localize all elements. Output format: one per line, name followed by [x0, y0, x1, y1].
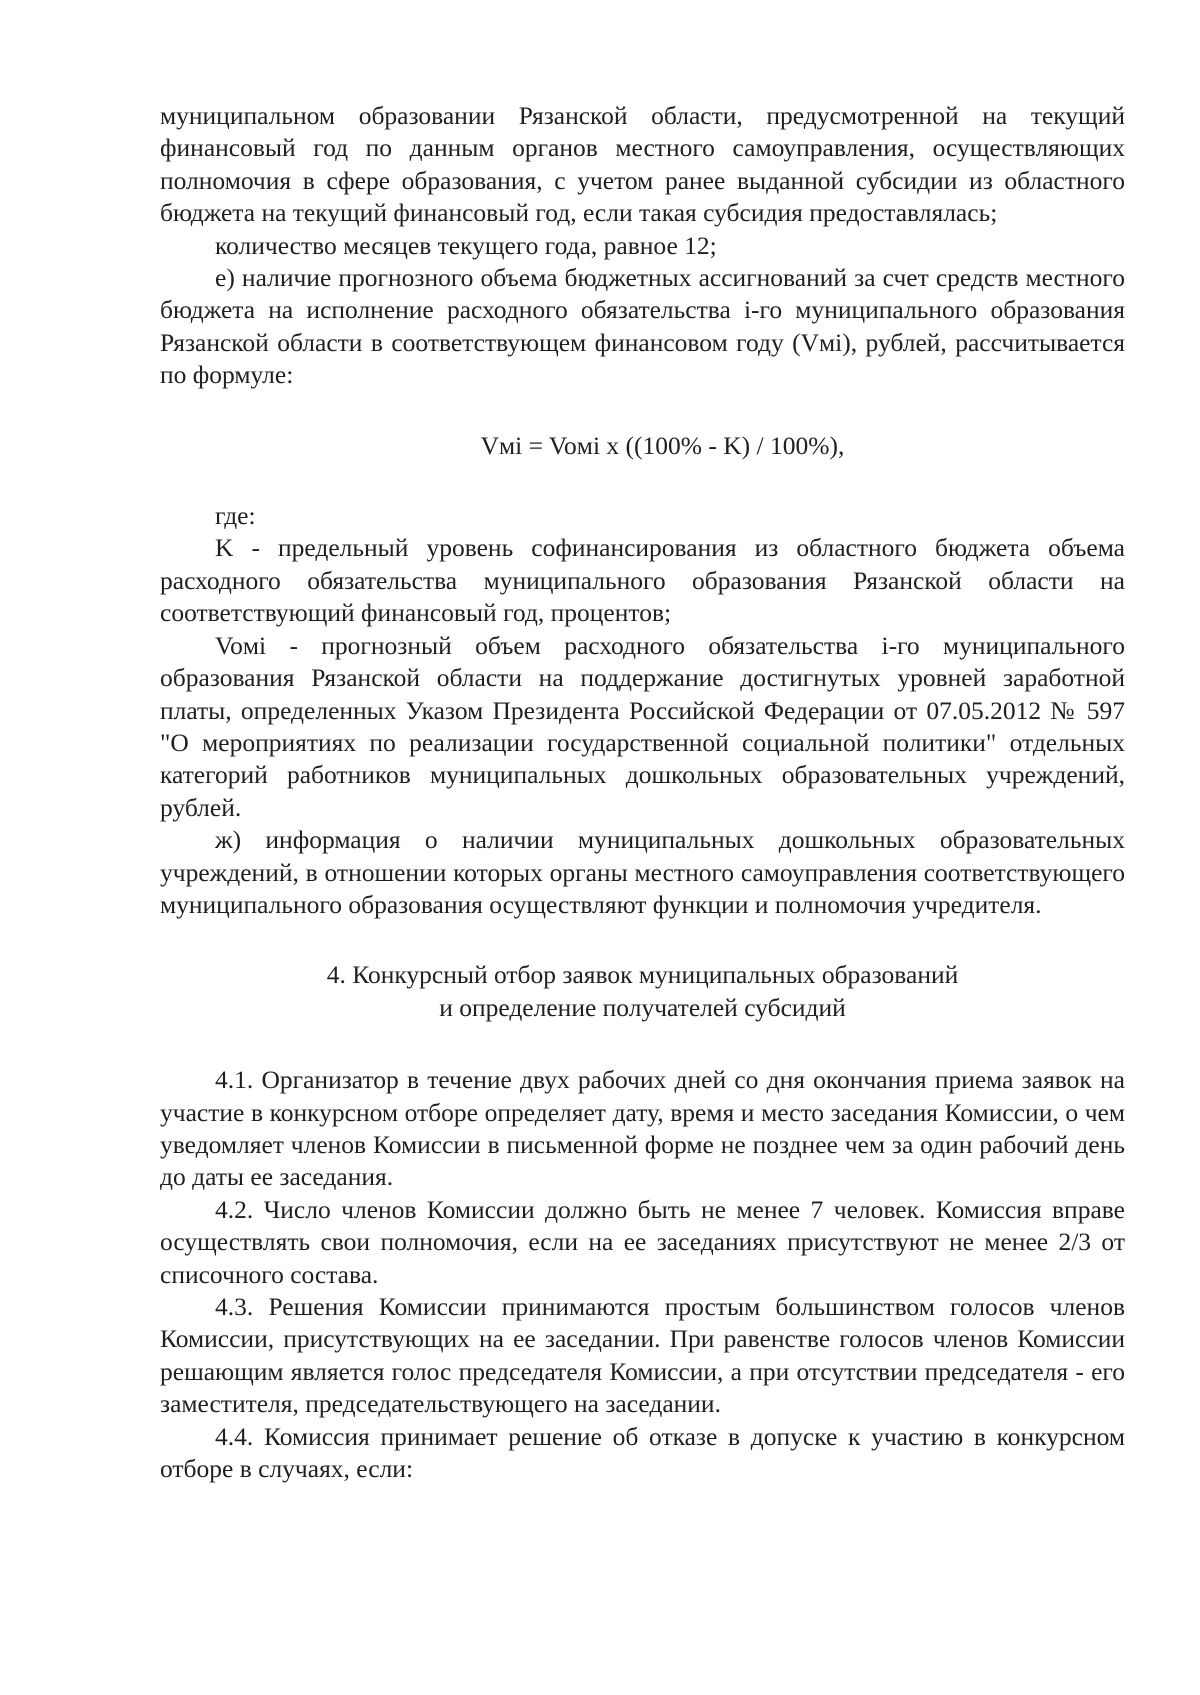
paragraph-months-count: количество месяцев текущего года, равное 12;	[215, 230, 717, 260]
paragraph-4-1: 4.1. Организатор в течение двух рабочих дней со дня окончания приема заявок на участие в конкурсном отборе определяет дату, время и место заседания Комиссии, о чем уведомляет членов Комиссии в письменной форме не позднее чем за один рабочий день до даты ее заседания.	[160, 1065, 1125, 1192]
paragraph-4-4: 4.4. Комиссия принимает решение об отказе в допуске к участию в конкурсном отборе в случаях, если:	[160, 1421, 1125, 1484]
document-body	[160, 100, 1125, 1485]
paragraph-4-2: 4.2. Число членов Комиссии должно быть не менее 7 человек. Комиссия вправе осуществлять свои полномочия, если на ее заседаниях присутствуют не менее 2/3 от списочного состава.	[160, 1194, 1125, 1289]
paragraph-continuation: муниципальном образовании Рязанской области, предусмотренной на текущий финансовый год по данным органов местного самоуправления, осуществляющих полномочия в сфере образования, с учетом ранее выданной субсидии из областного бюджета на текущий финансовый год, если такая субсидия предоставлялась;	[160, 101, 1125, 228]
section-heading-line-1: 4. Конкурсный отбор заявок муниципальных образований	[326, 960, 959, 990]
section-heading-line-2: и определение получателей субсидий	[439, 992, 846, 1022]
where-label: где:	[215, 501, 256, 531]
paragraph-item-zh: ж) информация о наличии муниципальных дошкольных образовательных учреждений, в отношении которых органы местного самоуправления соответствующего муниципального образования осуществляют функции и полномочия учредителя.	[160, 825, 1125, 919]
paragraph-item-e: е) наличие прогнозного объема бюджетных ассигнований за счет средств местного бюджета на исполнение расходного обязательства i-го муниципального образования Рязанской области в соответствующем финансовом году (Vмi), рублей, рассчитывается по формуле:	[160, 263, 1125, 390]
paragraph-k-definition: K - предельный уровень софинансирования из областного бюджета объема расходного обязательства муниципального образования Рязанской области на соответствующий финансовый год, процентов;	[160, 533, 1125, 628]
paragraph-vomi-definition: Voмi - прогнозный объем расходного обязательства i-го муниципального образования Рязанской области на поддержание достигнутых уровней заработной платы, определенных Указом Президента Российской Федерации от 07.05.2012 № 597 "О мероприятиях по реализации государственной социальной политики" отдельных категорий работников муниципальных дошкольных образовательных учреждений, рублей.	[160, 630, 1125, 822]
section-heading	[160, 959, 1125, 1024]
paragraph-4-3: 4.3. Решения Комиссии принимаются простым большинством голосов членов Комиссии, присутствующих на ее заседании. При равенстве голосов членов Комиссии решающим является голос председателя Комиссии, а при отсутствии председателя - его заместителя, председательствующего на заседании.	[160, 1292, 1125, 1419]
formula: Vмi = Voмi x ((100% - K) / 100%),	[480, 430, 845, 460]
